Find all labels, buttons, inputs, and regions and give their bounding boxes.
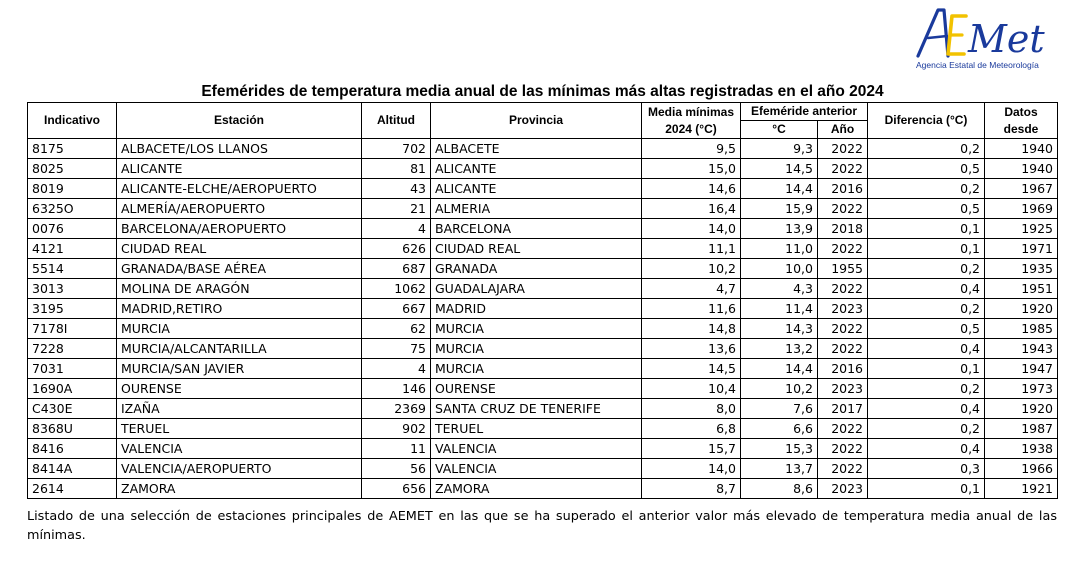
cell-datos-desde: 1969 bbox=[985, 199, 1058, 219]
aemet-logo bbox=[914, 4, 1054, 70]
svg-text:Met: Met bbox=[968, 17, 1045, 61]
cell-estacion: ALMERÍA/AEROPUERTO bbox=[117, 199, 362, 219]
cell-estacion: CIUDAD REAL bbox=[117, 239, 362, 259]
cell-estacion: ALICANTE bbox=[117, 159, 362, 179]
cell-media-minimas: 8,7 bbox=[642, 479, 741, 499]
cell-altitud: 656 bbox=[362, 479, 431, 499]
cell-provincia: TERUEL bbox=[431, 419, 642, 439]
cell-provincia: VALENCIA bbox=[431, 439, 642, 459]
cell-diferencia: 0,2 bbox=[868, 259, 985, 279]
table-row bbox=[28, 139, 1058, 159]
cell-estacion: TERUEL bbox=[117, 419, 362, 439]
header-datos-desde: Datos desde bbox=[985, 103, 1058, 139]
cell-efemeride-c: 11,4 bbox=[741, 299, 818, 319]
cell-estacion: VALENCIA/AEROPUERTO bbox=[117, 459, 362, 479]
caption: Listado de una selección de estaciones principales de AEMET en las que se ha superado el anterior valor más elevado de temperatura media anual de las mínimas. bbox=[27, 509, 1057, 543]
header-altitud: Altitud bbox=[362, 103, 431, 139]
cell-altitud: 667 bbox=[362, 299, 431, 319]
cell-indicativo: 6325O bbox=[28, 199, 117, 219]
cell-datos-desde: 1951 bbox=[985, 279, 1058, 299]
cell-media-minimas: 11,1 bbox=[642, 239, 741, 259]
cell-efemeride-ano: 2017 bbox=[818, 399, 868, 419]
cell-media-minimas: 14,6 bbox=[642, 179, 741, 199]
cell-media-minimas: 16,4 bbox=[642, 199, 741, 219]
table-row bbox=[28, 379, 1058, 399]
table-row bbox=[28, 339, 1058, 359]
cell-estacion: ZAMORA bbox=[117, 479, 362, 499]
cell-datos-desde: 1947 bbox=[985, 359, 1058, 379]
cell-datos-desde: 1940 bbox=[985, 159, 1058, 179]
table-row bbox=[28, 399, 1058, 419]
table-row bbox=[28, 319, 1058, 339]
cell-indicativo: 7178I bbox=[28, 319, 117, 339]
cell-datos-desde: 1967 bbox=[985, 179, 1058, 199]
cell-efemeride-ano: 2022 bbox=[818, 419, 868, 439]
cell-datos-desde: 1971 bbox=[985, 239, 1058, 259]
table-row bbox=[28, 279, 1058, 299]
cell-media-minimas: 14,0 bbox=[642, 459, 741, 479]
cell-diferencia: 0,5 bbox=[868, 199, 985, 219]
cell-indicativo: C430E bbox=[28, 399, 117, 419]
cell-provincia: MADRID bbox=[431, 299, 642, 319]
cell-estacion: ALICANTE-ELCHE/AEROPUERTO bbox=[117, 179, 362, 199]
table-row bbox=[28, 159, 1058, 179]
cell-altitud: 81 bbox=[362, 159, 431, 179]
cell-indicativo: 8416 bbox=[28, 439, 117, 459]
cell-media-minimas: 14,0 bbox=[642, 219, 741, 239]
cell-diferencia: 0,2 bbox=[868, 299, 985, 319]
table-row bbox=[28, 219, 1058, 239]
aemet-logo-mark bbox=[914, 4, 1054, 62]
cell-provincia: OURENSE bbox=[431, 379, 642, 399]
cell-provincia: MURCIA bbox=[431, 339, 642, 359]
cell-diferencia: 0,1 bbox=[868, 479, 985, 499]
cell-efemeride-c: 10,0 bbox=[741, 259, 818, 279]
cell-efemeride-c: 8,6 bbox=[741, 479, 818, 499]
cell-datos-desde: 1920 bbox=[985, 399, 1058, 419]
cell-diferencia: 0,4 bbox=[868, 439, 985, 459]
cell-altitud: 2369 bbox=[362, 399, 431, 419]
cell-diferencia: 0,4 bbox=[868, 279, 985, 299]
cell-efemeride-c: 14,4 bbox=[741, 179, 818, 199]
cell-diferencia: 0,2 bbox=[868, 379, 985, 399]
cell-altitud: 11 bbox=[362, 439, 431, 459]
cell-provincia: GUADALAJARA bbox=[431, 279, 642, 299]
cell-efemeride-ano: 2016 bbox=[818, 179, 868, 199]
cell-indicativo: 3013 bbox=[28, 279, 117, 299]
table-row bbox=[28, 479, 1058, 499]
cell-indicativo: 0076 bbox=[28, 219, 117, 239]
cell-provincia: VALENCIA bbox=[431, 459, 642, 479]
cell-diferencia: 0,5 bbox=[868, 159, 985, 179]
cell-efemeride-ano: 1955 bbox=[818, 259, 868, 279]
cell-altitud: 43 bbox=[362, 179, 431, 199]
cell-indicativo: 8368U bbox=[28, 419, 117, 439]
cell-indicativo: 8019 bbox=[28, 179, 117, 199]
cell-altitud: 4 bbox=[362, 219, 431, 239]
cell-estacion: MADRID,RETIRO bbox=[117, 299, 362, 319]
cell-provincia: ALICANTE bbox=[431, 179, 642, 199]
cell-estacion: BARCELONA/AEROPUERTO bbox=[117, 219, 362, 239]
cell-efemeride-c: 6,6 bbox=[741, 419, 818, 439]
cell-efemeride-ano: 2018 bbox=[818, 219, 868, 239]
cell-media-minimas: 15,7 bbox=[642, 439, 741, 459]
cell-estacion: OURENSE bbox=[117, 379, 362, 399]
cell-estacion: VALENCIA bbox=[117, 439, 362, 459]
cell-datos-desde: 1921 bbox=[985, 479, 1058, 499]
cell-efemeride-ano: 2022 bbox=[818, 319, 868, 339]
cell-media-minimas: 13,6 bbox=[642, 339, 741, 359]
header-provincia: Provincia bbox=[431, 103, 642, 139]
cell-efemeride-ano: 2023 bbox=[818, 379, 868, 399]
cell-estacion: MURCIA/SAN JAVIER bbox=[117, 359, 362, 379]
cell-efemeride-c: 11,0 bbox=[741, 239, 818, 259]
header-efemeride-c: °C bbox=[741, 121, 818, 139]
cell-provincia: SANTA CRUZ DE TENERIFE bbox=[431, 399, 642, 419]
cell-media-minimas: 15,0 bbox=[642, 159, 741, 179]
cell-media-minimas: 8,0 bbox=[642, 399, 741, 419]
cell-altitud: 56 bbox=[362, 459, 431, 479]
cell-provincia: CIUDAD REAL bbox=[431, 239, 642, 259]
cell-provincia: MURCIA bbox=[431, 359, 642, 379]
cell-altitud: 21 bbox=[362, 199, 431, 219]
cell-datos-desde: 1925 bbox=[985, 219, 1058, 239]
cell-altitud: 626 bbox=[362, 239, 431, 259]
cell-diferencia: 0,1 bbox=[868, 219, 985, 239]
cell-provincia: ALBACETE bbox=[431, 139, 642, 159]
cell-efemeride-ano: 2016 bbox=[818, 359, 868, 379]
table-row bbox=[28, 259, 1058, 279]
cell-diferencia: 0,3 bbox=[868, 459, 985, 479]
cell-altitud: 4 bbox=[362, 359, 431, 379]
cell-provincia: ZAMORA bbox=[431, 479, 642, 499]
efemerides-table bbox=[27, 102, 1058, 499]
table-row bbox=[28, 439, 1058, 459]
cell-efemeride-c: 15,9 bbox=[741, 199, 818, 219]
table-row bbox=[28, 419, 1058, 439]
header-diferencia: Diferencia (°C) bbox=[868, 103, 985, 139]
cell-efemeride-c: 15,3 bbox=[741, 439, 818, 459]
cell-efemeride-ano: 2022 bbox=[818, 339, 868, 359]
cell-datos-desde: 1985 bbox=[985, 319, 1058, 339]
cell-altitud: 75 bbox=[362, 339, 431, 359]
cell-media-minimas: 10,2 bbox=[642, 259, 741, 279]
cell-indicativo: 8175 bbox=[28, 139, 117, 159]
cell-provincia: GRANADA bbox=[431, 259, 642, 279]
cell-estacion: MURCIA/ALCANTARILLA bbox=[117, 339, 362, 359]
cell-efemeride-ano: 2023 bbox=[818, 479, 868, 499]
cell-provincia: ALMERIA bbox=[431, 199, 642, 219]
header-indicativo: Indicativo bbox=[28, 103, 117, 139]
cell-efemeride-c: 14,3 bbox=[741, 319, 818, 339]
cell-indicativo: 3195 bbox=[28, 299, 117, 319]
cell-altitud: 702 bbox=[362, 139, 431, 159]
cell-efemeride-c: 10,2 bbox=[741, 379, 818, 399]
cell-estacion: MURCIA bbox=[117, 319, 362, 339]
cell-media-minimas: 6,8 bbox=[642, 419, 741, 439]
cell-indicativo: 7031 bbox=[28, 359, 117, 379]
table-body bbox=[28, 139, 1058, 499]
cell-diferencia: 0,2 bbox=[868, 179, 985, 199]
header-media-minimas: Media mínimas 2024 (°C) bbox=[642, 103, 741, 139]
cell-media-minimas: 10,4 bbox=[642, 379, 741, 399]
cell-diferencia: 0,5 bbox=[868, 319, 985, 339]
cell-provincia: ALICANTE bbox=[431, 159, 642, 179]
table-row bbox=[28, 359, 1058, 379]
cell-media-minimas: 9,5 bbox=[642, 139, 741, 159]
cell-indicativo: 7228 bbox=[28, 339, 117, 359]
cell-efemeride-c: 4,3 bbox=[741, 279, 818, 299]
cell-datos-desde: 1973 bbox=[985, 379, 1058, 399]
header-efemeride-ano: Año bbox=[818, 121, 868, 139]
cell-indicativo: 8025 bbox=[28, 159, 117, 179]
cell-altitud: 1062 bbox=[362, 279, 431, 299]
cell-media-minimas: 4,7 bbox=[642, 279, 741, 299]
cell-estacion: GRANADA/BASE AÉREA bbox=[117, 259, 362, 279]
cell-datos-desde: 1940 bbox=[985, 139, 1058, 159]
cell-efemeride-ano: 2022 bbox=[818, 199, 868, 219]
cell-diferencia: 0,1 bbox=[868, 239, 985, 259]
cell-efemeride-c: 13,7 bbox=[741, 459, 818, 479]
cell-efemeride-ano: 2022 bbox=[818, 239, 868, 259]
table-row bbox=[28, 459, 1058, 479]
cell-efemeride-c: 13,2 bbox=[741, 339, 818, 359]
cell-efemeride-c: 9,3 bbox=[741, 139, 818, 159]
cell-efemeride-ano: 2022 bbox=[818, 459, 868, 479]
table-row bbox=[28, 299, 1058, 319]
logo-subtitle: Agencia Estatal de Meteorología bbox=[916, 60, 1039, 70]
cell-altitud: 146 bbox=[362, 379, 431, 399]
cell-indicativo: 4121 bbox=[28, 239, 117, 259]
cell-altitud: 687 bbox=[362, 259, 431, 279]
cell-indicativo: 8414A bbox=[28, 459, 117, 479]
cell-diferencia: 0,4 bbox=[868, 339, 985, 359]
cell-efemeride-ano: 2022 bbox=[818, 279, 868, 299]
cell-efemeride-ano: 2023 bbox=[818, 299, 868, 319]
cell-datos-desde: 1943 bbox=[985, 339, 1058, 359]
cell-provincia: MURCIA bbox=[431, 319, 642, 339]
cell-datos-desde: 1920 bbox=[985, 299, 1058, 319]
cell-efemeride-c: 14,5 bbox=[741, 159, 818, 179]
table-row bbox=[28, 179, 1058, 199]
cell-efemeride-ano: 2022 bbox=[818, 159, 868, 179]
cell-indicativo: 1690A bbox=[28, 379, 117, 399]
cell-indicativo: 2614 bbox=[28, 479, 117, 499]
header-estacion: Estación bbox=[117, 103, 362, 139]
cell-estacion: ALBACETE/LOS LLANOS bbox=[117, 139, 362, 159]
cell-media-minimas: 14,5 bbox=[642, 359, 741, 379]
cell-indicativo: 5514 bbox=[28, 259, 117, 279]
cell-altitud: 62 bbox=[362, 319, 431, 339]
cell-datos-desde: 1987 bbox=[985, 419, 1058, 439]
page-title: Efemérides de temperatura media anual de las mínimas más altas registradas en el año 2024 bbox=[201, 83, 884, 100]
cell-efemeride-c: 14,4 bbox=[741, 359, 818, 379]
cell-media-minimas: 14,8 bbox=[642, 319, 741, 339]
cell-diferencia: 0,4 bbox=[868, 399, 985, 419]
cell-altitud: 902 bbox=[362, 419, 431, 439]
cell-diferencia: 0,2 bbox=[868, 419, 985, 439]
cell-efemeride-ano: 2022 bbox=[818, 139, 868, 159]
cell-datos-desde: 1966 bbox=[985, 459, 1058, 479]
cell-provincia: BARCELONA bbox=[431, 219, 642, 239]
table-row bbox=[28, 239, 1058, 259]
cell-diferencia: 0,2 bbox=[868, 139, 985, 159]
cell-estacion: MOLINA DE ARAGÓN bbox=[117, 279, 362, 299]
cell-datos-desde: 1935 bbox=[985, 259, 1058, 279]
cell-diferencia: 0,1 bbox=[868, 359, 985, 379]
cell-efemeride-c: 13,9 bbox=[741, 219, 818, 239]
cell-estacion: IZAÑA bbox=[117, 399, 362, 419]
cell-efemeride-c: 7,6 bbox=[741, 399, 818, 419]
cell-efemeride-ano: 2022 bbox=[818, 439, 868, 459]
header-efemeride-anterior: Efeméride anterior bbox=[741, 103, 868, 121]
table-row bbox=[28, 199, 1058, 219]
cell-media-minimas: 11,6 bbox=[642, 299, 741, 319]
cell-datos-desde: 1938 bbox=[985, 439, 1058, 459]
